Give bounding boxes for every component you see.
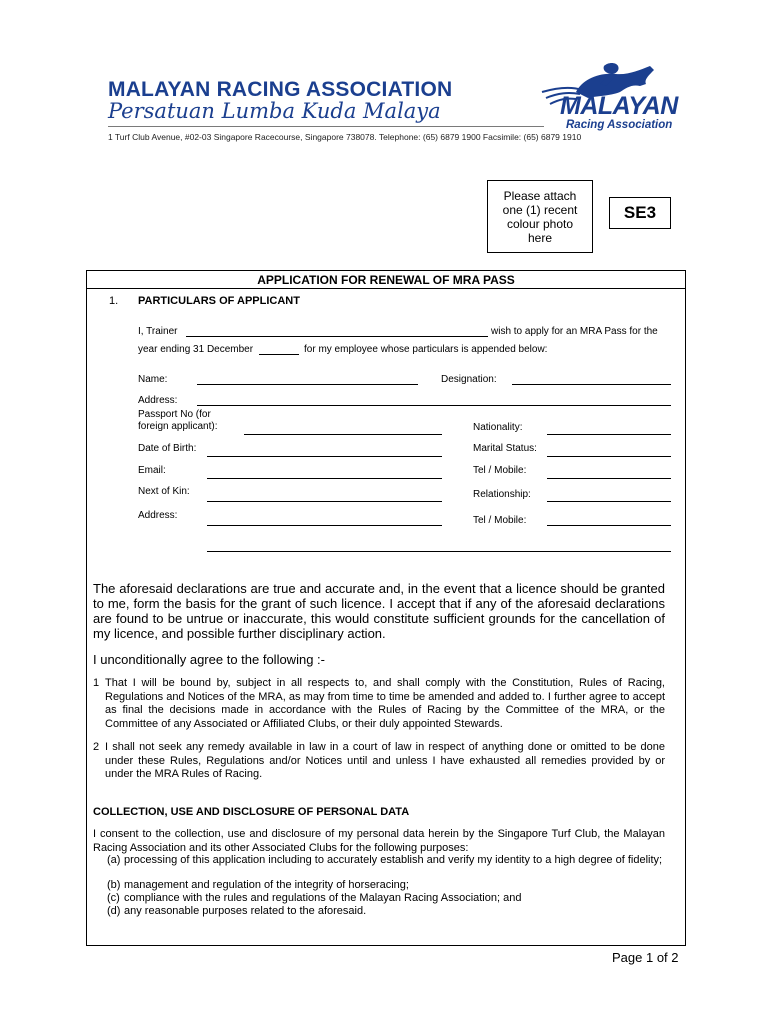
purpose-text: processing of this application including to accurately establish and verify my identity to a high degree of fidelity; <box>124 854 663 866</box>
section-title: PARTICULARS OF APPLICANT <box>138 295 300 307</box>
logo-wordmark: MALAYAN <box>560 92 678 120</box>
agreement-text: That I will be bound by, subject in all respects to, and shall comply with the Constitution, Rules of Racing, Regulations and Notices of the MRA, as may from time to time be amended and added to. I further agree to accept as final the decisions made in accordance with the Rules of Racing by the Committee of the MRA, or the Committee of any Associated or Affiliated Clubs, or their duly appointed Stewards. <box>105 677 665 730</box>
purpose-label: (b) <box>107 879 121 891</box>
nok-tel-mobile-field[interactable] <box>547 525 671 526</box>
email-label: Email: <box>138 465 166 476</box>
organization-address: 1 Turf Club Avenue, #02-03 Singapore Racecourse, Singapore 738078. Telephone: (65) 6879 1900 Facsimile: (65) 6879 1910 <box>108 132 582 142</box>
purpose-label: (c) <box>107 892 120 904</box>
address-field[interactable] <box>197 405 671 406</box>
tel-mobile-field[interactable] <box>547 478 671 479</box>
dob-field[interactable] <box>207 456 442 457</box>
section-number: 1. <box>109 295 119 307</box>
purpose-text: management and regulation of the integrity of horseracing; <box>124 879 409 891</box>
agreement-number: 1 <box>93 677 100 689</box>
trainer-label: I, Trainer <box>138 326 178 337</box>
personal-data-title: COLLECTION, USE AND DISCLOSURE OF PERSONAL DATA <box>93 806 410 818</box>
header-divider <box>108 126 544 127</box>
name-field[interactable] <box>197 384 418 385</box>
marital-field[interactable] <box>547 456 671 457</box>
form-title: APPLICATION FOR RENEWAL OF MRA PASS <box>257 273 515 287</box>
purpose-item-b <box>107 879 665 893</box>
employee-text: for my employee whose particulars is appended below: <box>304 344 548 355</box>
purpose-text: any reasonable purposes related to the aforesaid. <box>124 905 367 917</box>
page-number: Page 1 of 2 <box>612 950 679 965</box>
organization-name: MALAYAN RACING ASSOCIATION <box>108 78 453 101</box>
marital-label: Marital Status: <box>473 443 537 454</box>
photo-attachment-box[interactable] <box>487 180 593 253</box>
purpose-item-d <box>107 905 665 919</box>
logo-subtitle: Racing Association <box>566 119 673 131</box>
organization-name-malay: Persatuan Lumba Kuda Malaya <box>108 99 441 123</box>
nok-address-field[interactable] <box>207 525 442 526</box>
nok-address-field-2[interactable] <box>207 551 671 552</box>
purpose-text: compliance with the rules and regulations of the Malayan Racing Association; and <box>124 892 522 904</box>
year-field[interactable] <box>259 354 299 355</box>
nok-address-label: Address: <box>138 510 178 521</box>
nok-tel-mobile-label: Tel / Mobile: <box>473 515 527 526</box>
purpose-item-a <box>107 854 665 868</box>
nationality-field[interactable] <box>547 434 671 435</box>
next-of-kin-field[interactable] <box>207 501 442 502</box>
nationality-label: Nationality: <box>473 422 523 433</box>
passport-field[interactable] <box>244 434 442 435</box>
agree-intro: I unconditionally agree to the following :- <box>93 652 325 667</box>
agreement-item-1 <box>93 677 665 731</box>
next-of-kin-label: Next of Kin: <box>138 486 190 497</box>
dob-label: Date of Birth: <box>138 443 197 454</box>
year-ending-label: year ending 31 December <box>138 344 254 355</box>
relationship-field[interactable] <box>547 501 671 502</box>
tel-mobile-label: Tel / Mobile: <box>473 465 527 476</box>
email-field[interactable] <box>207 478 442 479</box>
photo-instructions: Please attach one (1) recent colour photo here <box>502 188 578 245</box>
trainer-name-field[interactable] <box>186 336 488 337</box>
purpose-label: (d) <box>107 905 121 917</box>
form-code: SE3 <box>609 197 671 229</box>
passport-label: Passport No (for foreign applicant): <box>138 409 218 432</box>
apply-text: wish to apply for an MRA Pass for the <box>491 326 658 337</box>
agreement-text: I shall not seek any remedy available in law in a court of law in respect of anything done or omitted to be done under these Rules, Regulations and/or Notices until and unless I have exhausted all remedies provided by or under the MRA Rules of Racing. <box>105 741 665 780</box>
designation-label: Designation: <box>441 374 497 385</box>
personal-data-intro: I consent to the collection, use and disclosure of my personal data herein by the Singapore Turf Club, the Malayan Racing Association and its other Associated Clubs for the following purposes: <box>93 828 665 854</box>
purpose-label: (a) <box>107 854 121 866</box>
title-divider <box>86 288 686 289</box>
relationship-label: Relationship: <box>473 489 531 500</box>
purpose-item-c <box>107 892 665 906</box>
designation-field[interactable] <box>512 384 671 385</box>
agreement-item-2 <box>93 741 665 782</box>
agreement-number: 2 <box>93 741 100 753</box>
name-label: Name: <box>138 374 168 385</box>
declaration-text: The aforesaid declarations are true and accurate and, in the event that a licence should be granted to me, form the basis for the grant of such licence. I accept that if any of the aforesaid declarations are found to be untrue or inaccurate, this would constitute sufficient grounds for the cancellation of my licence, and possible further disciplinary action. <box>93 581 665 641</box>
address-label: Address: <box>138 395 178 406</box>
